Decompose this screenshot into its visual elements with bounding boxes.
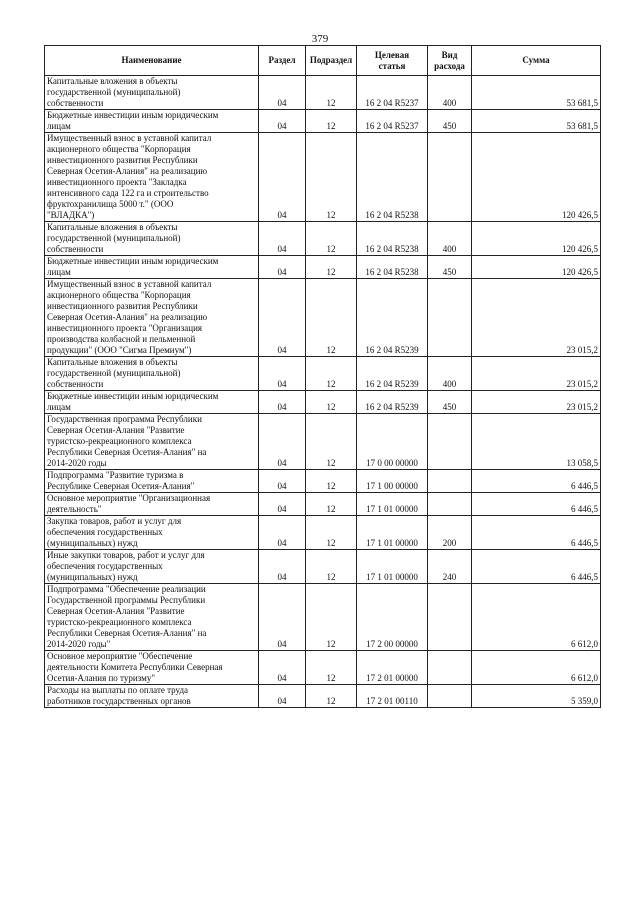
row-name: Имущественный взнос в уставной капитал акционерного общества "Корпорация инвестиционного развития Республики Северная Осетия-Алания" на реализацию инвестиционного проекта "Организация производства колбасной и пельменной продукции" (ООО "Сигма Премиум") [45, 279, 259, 357]
row-amount: 6 612,0 [472, 584, 601, 651]
row-amount: 13 058,5 [472, 414, 601, 470]
table-row [45, 516, 601, 550]
row-section: 04 [259, 414, 306, 470]
row-target: 17 0 00 00000 [357, 414, 428, 470]
row-name: Капитальные вложения в объекты государственной (муниципальной) собственности [45, 222, 259, 256]
page-number: 379 [311, 33, 329, 45]
row-amount: 6 446,5 [472, 550, 601, 584]
table-row [45, 279, 601, 357]
row-target: 17 1 01 00000 [357, 493, 428, 516]
table-row [45, 357, 601, 391]
row-section: 04 [259, 391, 306, 414]
row-section: 04 [259, 493, 306, 516]
row-subsection: 12 [306, 256, 357, 279]
row-section: 04 [259, 516, 306, 550]
row-expense-type [428, 584, 472, 651]
row-subsection: 12 [306, 550, 357, 584]
header-amount: Сумма [472, 46, 601, 76]
row-expense-type: 450 [428, 391, 472, 414]
row-section: 04 [259, 256, 306, 279]
row-subsection: 12 [306, 357, 357, 391]
row-name: Бюджетные инвестиции иным юридическим лицам [45, 256, 259, 279]
row-target: 17 1 01 00000 [357, 550, 428, 584]
row-section: 04 [259, 110, 306, 133]
table-row [45, 391, 601, 414]
row-expense-type [428, 279, 472, 357]
row-subsection: 12 [306, 470, 357, 493]
row-target: 16 2 04 R5237 [357, 76, 428, 110]
row-amount: 6 446,5 [472, 516, 601, 550]
row-target: 17 2 01 00000 [357, 651, 428, 685]
row-expense-type: 450 [428, 110, 472, 133]
row-name: Расходы на выплаты по оплате труда работников государственных органов [45, 685, 259, 708]
row-name: Основное мероприятие "Организационная деятельность" [45, 493, 259, 516]
row-subsection: 12 [306, 279, 357, 357]
row-expense-type [428, 470, 472, 493]
row-target: 16 2 04 R5237 [357, 110, 428, 133]
table-row [45, 414, 601, 470]
row-section: 04 [259, 133, 306, 222]
row-section: 04 [259, 584, 306, 651]
row-target: 16 2 04 R5239 [357, 391, 428, 414]
row-subsection: 12 [306, 110, 357, 133]
table-row [45, 256, 601, 279]
budget-table [44, 45, 601, 708]
row-subsection: 12 [306, 76, 357, 110]
table-row [45, 685, 601, 708]
row-subsection: 12 [306, 516, 357, 550]
table-row [45, 222, 601, 256]
row-subsection: 12 [306, 685, 357, 708]
row-expense-type [428, 651, 472, 685]
row-name: Подпрограмма "Развитие туризма в Республике Северная Осетия-Алания" [45, 470, 259, 493]
row-amount: 6 446,5 [472, 493, 601, 516]
row-subsection: 12 [306, 651, 357, 685]
row-name: Государственная программа Республики Северная Осетия-Алания "Развитие туристско-рекреационного комплекса Республики Северная Осетия-Алания" на 2014-2020 годы [45, 414, 259, 470]
row-expense-type [428, 685, 472, 708]
header-target: Целевая статья [357, 46, 428, 76]
row-target: 16 2 04 R5239 [357, 279, 428, 357]
row-name: Иные закупки товаров, работ и услуг для обеспечения государственных (муниципальных) нужд [45, 550, 259, 584]
row-name: Капитальные вложения в объекты государственной (муниципальной) собственности [45, 357, 259, 391]
header-expense-type: Вид расхода [428, 46, 472, 76]
table-row [45, 110, 601, 133]
header-name: Наименование [45, 46, 259, 76]
header-row [45, 46, 601, 76]
row-amount: 120 426,5 [472, 256, 601, 279]
row-expense-type: 240 [428, 550, 472, 584]
row-section: 04 [259, 470, 306, 493]
row-name: Закупка товаров, работ и услуг для обеспечения государственных (муниципальных) нужд [45, 516, 259, 550]
row-section: 04 [259, 357, 306, 391]
row-target: 16 2 04 R5238 [357, 222, 428, 256]
row-target: 16 2 04 R5238 [357, 256, 428, 279]
row-expense-type: 400 [428, 357, 472, 391]
row-subsection: 12 [306, 133, 357, 222]
row-section: 04 [259, 76, 306, 110]
row-subsection: 12 [306, 414, 357, 470]
row-expense-type: 450 [428, 256, 472, 279]
row-amount: 53 681,5 [472, 76, 601, 110]
table-row [45, 651, 601, 685]
row-target: 17 1 01 00000 [357, 516, 428, 550]
row-target: 16 2 04 R5239 [357, 357, 428, 391]
row-amount: 6 612,0 [472, 651, 601, 685]
row-target: 17 2 00 00000 [357, 584, 428, 651]
row-expense-type: 400 [428, 76, 472, 110]
row-amount: 23 015,2 [472, 279, 601, 357]
row-subsection: 12 [306, 222, 357, 256]
row-target: 17 2 01 00110 [357, 685, 428, 708]
table-row [45, 550, 601, 584]
row-name: Капитальные вложения в объекты государственной (муниципальной) собственности [45, 76, 259, 110]
table-row [45, 133, 601, 222]
row-name: Основное мероприятие "Обеспечение деятельности Комитета Республики Северная Осетия-Алания по туризму" [45, 651, 259, 685]
row-amount: 6 446,5 [472, 470, 601, 493]
table-row [45, 470, 601, 493]
row-amount: 53 681,5 [472, 110, 601, 133]
row-amount: 120 426,5 [472, 222, 601, 256]
row-name: Бюджетные инвестиции иным юридическим лицам [45, 110, 259, 133]
row-amount: 120 426,5 [472, 133, 601, 222]
row-subsection: 12 [306, 391, 357, 414]
row-section: 04 [259, 550, 306, 584]
row-target: 17 1 00 00000 [357, 470, 428, 493]
row-subsection: 12 [306, 584, 357, 651]
row-expense-type: 400 [428, 222, 472, 256]
header-subsection: Подраздел [306, 46, 357, 76]
row-expense-type: 200 [428, 516, 472, 550]
row-section: 04 [259, 222, 306, 256]
row-expense-type [428, 133, 472, 222]
row-section: 04 [259, 279, 306, 357]
row-amount: 5 359,0 [472, 685, 601, 708]
table-row [45, 76, 601, 110]
row-name: Подпрограмма "Обеспечение реализации Государственной программы Республики Северная Осетия-Алания "Развитие туристско-рекреационного комплекса Республики Северная Осетия-Алания" на 2014-2020 годы" [45, 584, 259, 651]
row-target: 16 2 04 R5238 [357, 133, 428, 222]
table-row [45, 493, 601, 516]
row-subsection: 12 [306, 493, 357, 516]
row-amount: 23 015,2 [472, 391, 601, 414]
row-section: 04 [259, 651, 306, 685]
row-section: 04 [259, 685, 306, 708]
header-section: Раздел [259, 46, 306, 76]
row-expense-type [428, 493, 472, 516]
row-expense-type [428, 414, 472, 470]
row-amount: 23 015,2 [472, 357, 601, 391]
row-name: Бюджетные инвестиции иным юридическим лицам [45, 391, 259, 414]
table-row [45, 584, 601, 651]
row-name: Имущественный взнос в уставной капитал акционерного общества "Корпорация инвестиционного развития Республики Северная Осетия-Алания" на реализацию инвестиционного проекта "Закладка интенсивного сада 122 га и строительство фруктохранилища 5000 т." (ООО "ВЛАДКА") [45, 133, 259, 222]
